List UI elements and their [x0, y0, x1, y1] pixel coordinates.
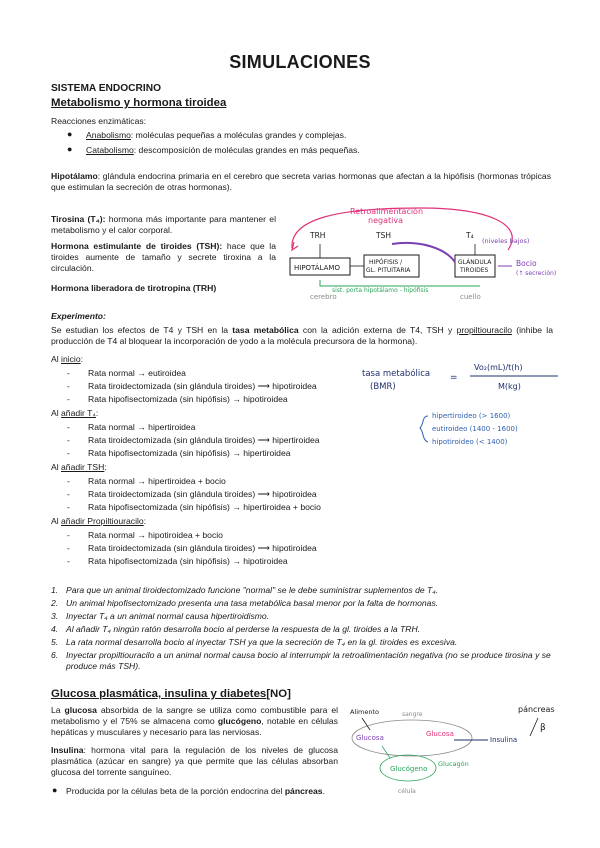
experiment-intro [51, 325, 553, 347]
trh-term: Hormona liberadora de tirotropina (TRH) [51, 283, 217, 293]
bmr-numerator: Vo₂(mL)/t(h) [474, 363, 523, 372]
bmr-denominator: M(kg) [498, 382, 521, 391]
bmr-level: hipotiroideo (< 1400) [432, 438, 508, 446]
conclusion-item: Para que un animal tiroidectomizado funcione "normal" se le debe suministrar suplementos de T₄. [66, 585, 439, 595]
hypophysis-label-1: HIPÓFISIS / [369, 259, 403, 266]
conclusion-number: 3. [51, 611, 59, 621]
thyroid-label-1: GLÁNDULA [458, 259, 492, 266]
insulin-text: : hormona vital para la regulación de los niveles de glucosa plasmática (azúcar en sangre) ya que permite que las células absorban glucosa del torrente sanguíneo. [51, 745, 338, 777]
dash-icon: - [67, 435, 70, 445]
intro-a: Se estudian los efectos de T4 y TSH en la [51, 325, 233, 335]
tsh-text: hace que la tiroides aumente de tamaño y secrete tiroxina a la circulación. [51, 241, 276, 273]
group-item: Rata tiroidectomizada (sin glándula tiroides) ⟶ hipotiroidea [88, 489, 317, 499]
bullet-icon: ● [67, 144, 73, 154]
experiment-label: Experimento: [51, 311, 106, 321]
group-pre: Al [51, 462, 62, 472]
feedback-arrowhead [292, 242, 298, 250]
group-pre: Al [51, 354, 62, 364]
group-pre: Al [51, 516, 62, 526]
bullet-icon: ● [67, 129, 73, 139]
conclusion-item: Inyectar T₄ a un animal normal causa hipertiroidismo. [66, 611, 270, 621]
tyrosine-term: Tirosina (T₄): [51, 214, 106, 224]
hypothalamus-text: : glándula endocrina primaria en el cerebro que secreta varias hormonas que afectan a la hipófisis (hormonas trópicas que estimulan la secreción de otras hormonas). [51, 171, 551, 192]
pancreas-arrow [530, 718, 538, 736]
group-name: añadir T₄ [61, 408, 96, 418]
glycogen-term: glucógeno [217, 716, 262, 726]
glucagon-label: Glucagón [438, 760, 469, 768]
dash-icon: - [67, 394, 70, 404]
group-label [51, 408, 98, 419]
glycogen-label: Glucógeno [390, 765, 428, 773]
hypothalamus-box-label: HIPOTÁLAMO [294, 264, 340, 272]
dash-icon: - [67, 422, 70, 432]
glucose-text-c: , notable en células hepáticas y musculares y necesario para las nerviosas. [51, 716, 338, 737]
dash-icon: - [67, 381, 70, 391]
hypophysis-label-2: GL. PITUITARIA [366, 267, 411, 274]
group-item: Rata normal → eutiroidea [88, 368, 186, 378]
intro-b: con la adición externa de T4, TSH y [298, 325, 457, 335]
dash-icon: - [67, 476, 70, 486]
glucose-paragraph [51, 705, 338, 738]
group-label [51, 354, 83, 365]
intro-c: (inhibe la producción de T4 al bloquear la incorporación de yodo a la molécula precursora de la hormona). [51, 325, 553, 346]
glucose-text-a: La [51, 705, 65, 715]
dash-icon: - [67, 489, 70, 499]
feedback-label: Retroalimentación [350, 207, 424, 216]
pancreas-label: páncreas [518, 705, 555, 714]
group-post: : [104, 462, 107, 472]
pancreas-text-b: . [322, 786, 325, 796]
catabolism-text: : descomposición de moléculas grandes en más pequeñas. [133, 145, 360, 155]
group-item: Rata normal → hipertiroidea + bocio [88, 476, 226, 486]
group-item: Rata tiroidectomizada (sin glándula tiroides) ⟶ hipotiroidea [88, 543, 317, 553]
tsh-term: Hormona estimulante de tiroides (TSH): [51, 241, 223, 251]
group-post: : [95, 408, 99, 418]
brain-label: cerebro [310, 293, 337, 300]
glucose-heading [51, 689, 291, 700]
thyroid-axis-sketch [280, 200, 580, 300]
bmr-label-2: (BMR) [370, 382, 396, 392]
blood-label: sangre [402, 711, 423, 718]
group-item: Rata tiroidectomizada (sin glándula tiroides) ⟶ hipertiroidea [88, 435, 320, 445]
group-item: Rata hipofisectomizada (sin hipófisis) → hipotiroidea [88, 394, 288, 404]
pancreas-term: páncreas [284, 786, 323, 796]
anabolism-text: : moléculas pequeñas a moléculas grandes y complejas. [130, 130, 347, 140]
hypothalamus-paragraph [51, 171, 551, 193]
conclusion-number: 1. [51, 585, 59, 595]
glucose-text-b: absorbida de la sangre se utiliza como combustible para el metabolismo y el 75% se almacena como [51, 705, 339, 726]
conclusion-number: 2. [51, 598, 59, 608]
dash-icon: - [67, 530, 70, 540]
group-name: añadir Propiltiouracilo [61, 516, 144, 526]
group-name: inicio [61, 354, 81, 364]
glucose-to-glycogen-arrow [382, 746, 390, 758]
conclusion-item: Inyectar propiltiouracilo a un animal normal causa bocio al interrumpir la retroalimentación negativa (no se produce tirosina y se produce más TSH). [66, 650, 551, 671]
glucose-sketch [342, 700, 577, 800]
group-name: añadir TSH [61, 462, 105, 472]
glucose-label: Glucosa [356, 734, 384, 742]
pancreas-text-a: Producida por la células beta de la porción endocrina del [66, 786, 285, 796]
beta-label: β [540, 723, 546, 733]
group-post: : [143, 516, 147, 526]
hypothalamus-term: Hipotálamo [51, 171, 98, 181]
glucose-term: glucosa [64, 705, 97, 715]
dash-icon: - [67, 556, 70, 566]
group-pre: Al [51, 408, 62, 418]
portal-label: sist. porta hipotálamo - hipófisis [332, 287, 429, 294]
dash-icon: - [67, 368, 70, 378]
goiter-secretion-label: (↑ secreción) [516, 270, 557, 277]
portal-line [320, 280, 480, 286]
thyroid-heading: Metabolismo y hormona tiroidea [51, 97, 227, 109]
low-levels-label: (niveles bajos) [482, 237, 530, 245]
tsh-label: TSH [376, 231, 391, 240]
brace-icon [420, 416, 428, 442]
equals-sign: = [450, 373, 458, 383]
food-label: Alimento [350, 708, 380, 716]
glucose-heading-tag: [NO] [266, 688, 291, 700]
conclusion-number: 4. [51, 624, 59, 634]
section-heading: SISTEMA ENDOCRINO [51, 83, 161, 94]
group-item: Rata normal → hipertiroidea [88, 422, 196, 432]
bullet-icon: ● [52, 785, 58, 795]
dash-icon: - [67, 448, 70, 458]
conclusion-item: Un animal hipofisectomizado presenta una tasa metabólica basal menor por la falta de hormonas. [66, 598, 439, 608]
conclusion-item: La rata normal desarrolla bocio al inyectar TSH ya que la secreción de T₄ en la gl. tiroides es excesiva. [66, 637, 458, 647]
goiter-label: Bocio [516, 259, 537, 268]
group-item: Rata hipofisectomizada (sin hipófisis) → hipertiroidea [88, 448, 291, 458]
group-label [51, 462, 107, 473]
intro-ptu: propiltiouracilo [456, 325, 512, 335]
conclusion-number: 5. [51, 637, 59, 647]
tsh-paragraph [51, 241, 276, 274]
group-label [51, 516, 146, 527]
pancreas-bullet [66, 786, 325, 797]
tyrosine-text: hormona más importante para mantener el metabolismo y el calor corporal. [51, 214, 276, 235]
anabolism-line [86, 130, 346, 141]
insulin-paragraph [51, 745, 338, 778]
group-item: Rata tiroidectomizada (sin glándula tiroides) ⟶ hipotiroidea [88, 381, 317, 391]
conclusion-item: Al añadir T₄ ningún ratón desarrolla bocio al perderse la respuesta de la gl. tiroides a la TRH. [66, 624, 421, 634]
insulin-label: Insulina [490, 736, 518, 744]
reactions-label: Reacciones enzimáticas: [51, 116, 147, 126]
cell-label: célula [398, 788, 416, 795]
group-item: Rata normal → hipotiroidea + bocio [88, 530, 223, 540]
dash-icon: - [67, 502, 70, 512]
catabolism-line [86, 145, 360, 156]
group-item: Rata hipofisectomizada (sin hipófisis) → hipotiroidea [88, 556, 288, 566]
thyroid-label-2: TIROIDES [460, 267, 489, 274]
glucose-label-2: Glucosa [426, 730, 454, 738]
page-title: SIMULACIONES [229, 52, 371, 72]
group-post: : [80, 354, 84, 364]
insulin-term: Insulina [51, 745, 84, 755]
catabolism-term: Catabolismo [86, 145, 134, 155]
neck-label: cuello [460, 293, 481, 300]
bmr-level: eutiroideo (1400 - 1600) [432, 425, 518, 433]
negative-label: negativa [368, 216, 403, 225]
glucose-heading-text: Glucosa plasmática, insulina y diabetes [51, 688, 267, 700]
trh-label: TRH [310, 231, 326, 240]
conclusion-number: 6. [51, 650, 59, 660]
anabolism-term: Anabolismo [86, 130, 131, 140]
food-arrow [362, 718, 370, 730]
intro-bold: tasa metabólica [232, 325, 299, 335]
bmr-level: hipertiroideo (> 1600) [432, 412, 511, 420]
t4-label: T₄ [466, 231, 474, 240]
bmr-sketch [360, 358, 570, 478]
group-item: Rata hipofisectomizada (sin hipófisis) → hipertiroidea + bocio [88, 502, 321, 512]
bmr-label-1: tasa metabólica [362, 369, 431, 379]
dash-icon: - [67, 543, 70, 553]
tyrosine-paragraph [51, 214, 276, 236]
